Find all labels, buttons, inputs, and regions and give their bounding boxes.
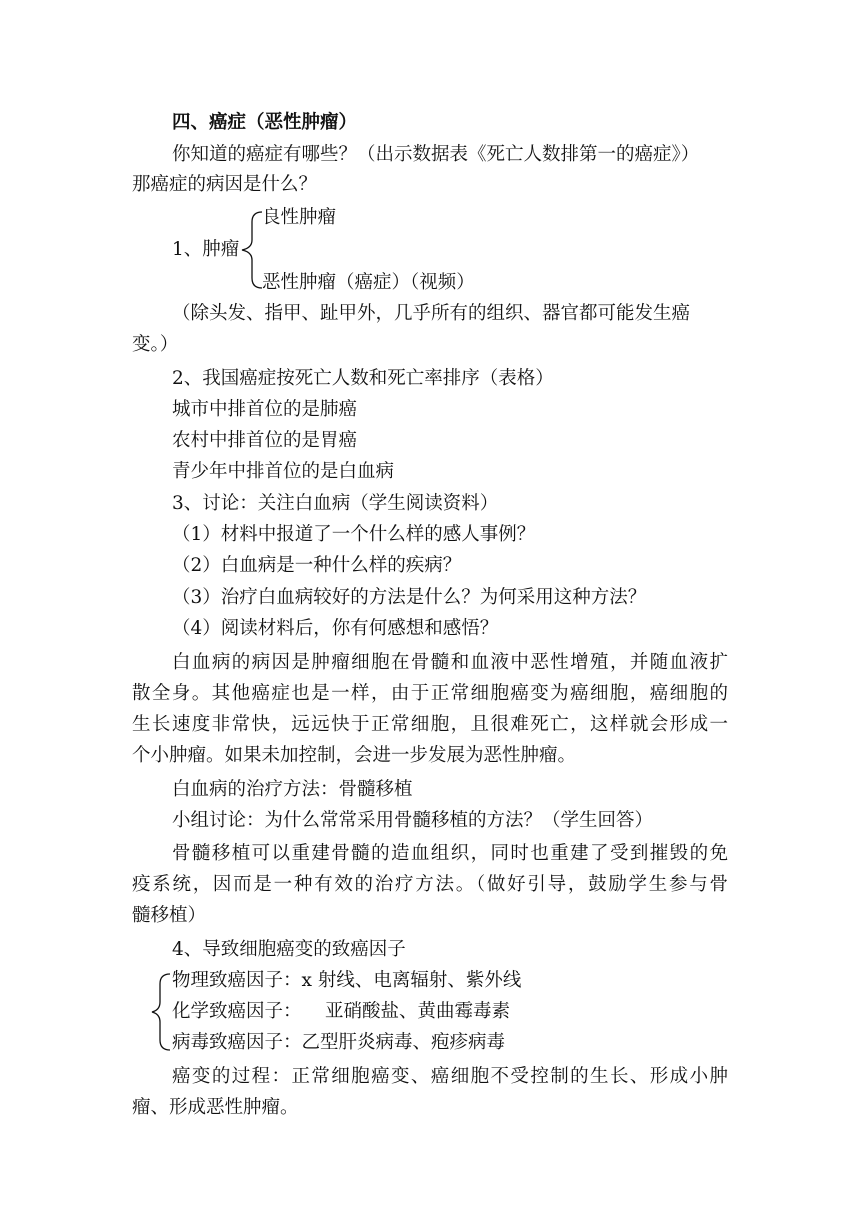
tumor-benign: 良性肿瘤 xyxy=(262,207,337,228)
ranking-item-city: 城市中排首位的是肺癌 xyxy=(172,399,358,420)
leukemia-paragraph-line-3: 生长速度非常快，远远快于正常细胞，且很难死亡，这样就会形成一 xyxy=(132,714,728,735)
process-line-2: 瘤、形成恶性肿瘤。 xyxy=(132,1097,299,1118)
carcinogen-chemical: 化学致癌因子： 亚硝酸盐、黄曲霉毒素 xyxy=(172,1001,511,1022)
ranking-item-youth: 青少年中排首位的是白血病 xyxy=(172,461,395,482)
carcinogens-brace xyxy=(150,972,174,1052)
intro-line-2: 那癌症的病因是什么？ xyxy=(132,174,318,195)
carcinogen-physical: 物理致癌因子：x 射线、电离辐射、紫外线 xyxy=(172,970,522,991)
treatment-line: 白血病的治疗方法：骨髓移植 xyxy=(172,779,413,800)
note-line-2: 变。） xyxy=(132,334,179,355)
transplant-paragraph-line-1: 骨髓移植可以重建骨髓的造血组织，同时也重建了受到摧毁的免 xyxy=(172,843,728,864)
process-line-1: 癌变的过程：正常细胞癌变、癌细胞不受控制的生长、形成小肿 xyxy=(172,1066,728,1087)
section-heading: 四、癌症（恶性肿瘤） xyxy=(172,112,358,133)
transplant-paragraph-line-2: 疫系统，因而是一种有效的治疗方法。（做好引导，鼓励学生参与骨 xyxy=(132,874,728,895)
discussion-question-1: （1）材料中报道了一个什么样的感人事例？ xyxy=(172,524,536,545)
leukemia-paragraph-line-2: 散全身。其他癌症也是一样，由于正常细胞癌变为癌细胞，癌细胞的 xyxy=(132,683,728,704)
ranking-title: 2、我国癌症按死亡人数和死亡率排序（表格） xyxy=(172,368,554,389)
tumor-label: 1、肿瘤 xyxy=(172,239,240,260)
group-discussion-line: 小组讨论：为什么常常采用骨髓移植的方法？（学生回答） xyxy=(172,810,654,831)
discussion-question-3: （3）治疗白血病较好的方法是什么？为何采用这种方法？ xyxy=(172,587,647,608)
discussion-title: 3、讨论：关注白血病（学生阅读资料） xyxy=(172,493,499,514)
carcinogen-viral: 病毒致癌因子：乙型肝炎病毒、疱疹病毒 xyxy=(172,1032,506,1053)
note-line-1: （除头发、指甲、趾甲外，几乎所有的组织、器官都可能发生癌 xyxy=(172,303,691,324)
leukemia-paragraph-line-4: 个小肿瘤。如果未加控制，会进一步发展为恶性肿瘤。 xyxy=(132,745,577,766)
carcinogens-title: 4、导致细胞癌变的致癌因子 xyxy=(172,939,406,960)
discussion-question-4: （4）阅读材料后，你有何感想和感悟？ xyxy=(172,618,499,639)
leukemia-paragraph-line-1: 白血病的病因是肿瘤细胞在骨髓和血液中恶性增殖，并随血液扩 xyxy=(172,652,728,673)
transplant-paragraph-line-3: 髓移植） xyxy=(132,905,207,926)
intro-line-1: 你知道的癌症有哪些？（出示数据表《死亡人数排第一的癌症》） xyxy=(172,144,700,165)
discussion-question-2: （2）白血病是一种什么样的疾病？ xyxy=(172,555,462,576)
tumor-malignant: 恶性肿瘤（癌症）（视频） xyxy=(262,272,475,293)
ranking-item-rural: 农村中排首位的是胃癌 xyxy=(172,430,358,451)
tumor-brace xyxy=(240,210,264,290)
